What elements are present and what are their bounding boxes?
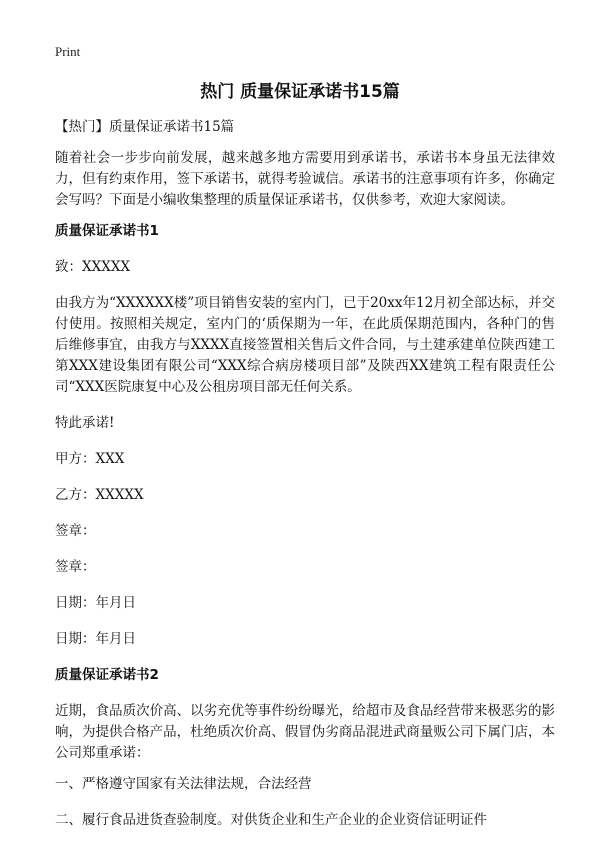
page-title: 热门 质量保证承诺书15篇 <box>200 82 400 102</box>
intro-paragraph: 随着社会一步步向前发展，越来越多地方需要用到承诺书，承诺书本身虽无法律效力，但有约束作用，签下承诺书，就得考验诚信。承诺书的注意事项有许多，你确定会写吗？下面是小编收集整理的质量保证承诺书，仅供参考，欢迎大家阅读。 <box>55 150 555 208</box>
date-line-2: 日期：年月日 <box>55 631 136 647</box>
section-1-heading: 质量保证承诺书1 <box>55 223 159 239</box>
section-1-body: 由我方为“XXXXXX楼”项目销售安装的室内门，已于20xx年12月初全部达标，并交付使用。按照相关规定，室内门的‘质保期为一年，在此质保期范围内，各种门的售后维修事宜，由我方与XXXX直接签置相关售后文件合同，与土建承建单位陕西建工第XXX建设集团有限公司“XXX综合病房楼项目部”及陕西XX建筑工程有限责任公司“XXX医院康复中心及公租房项目部无任何关系。 <box>55 295 555 395</box>
commitment-item-2: 二、履行食品进货查验制度。对供货企业和生产企业的企业资信证明证件 <box>55 812 487 828</box>
print-link[interactable]: Print <box>55 44 81 59</box>
party-b: 乙方：XXXXX <box>55 487 144 503</box>
section-2-heading: 质量保证承诺书2 <box>55 667 159 683</box>
addressee: 致：XXXXX <box>55 259 131 275</box>
seal-line-1: 签章： <box>55 523 96 539</box>
article-body <box>55 117 555 846</box>
commitment-item-1: 一、严格遵守国家有关法律法规，合法经营 <box>55 776 312 792</box>
pledge-statement: 特此承诺! <box>55 415 115 431</box>
seal-line-2: 签章： <box>55 559 96 575</box>
party-a: 甲方：XXX <box>55 451 125 467</box>
section-2-body: 近期，食品质次价高、以劣充优等事件纷纷曝光，给超市及食品经营带来极恶劣的影响，为提供合格产品，杜绝质次价高、假冒伪劣商品混进武商量贩公司下属门店，本公司郑重承诺： <box>55 703 555 761</box>
date-line-1: 日期：年月日 <box>55 595 136 611</box>
subtitle: 【热门】质量保证承诺书15篇 <box>55 119 235 135</box>
